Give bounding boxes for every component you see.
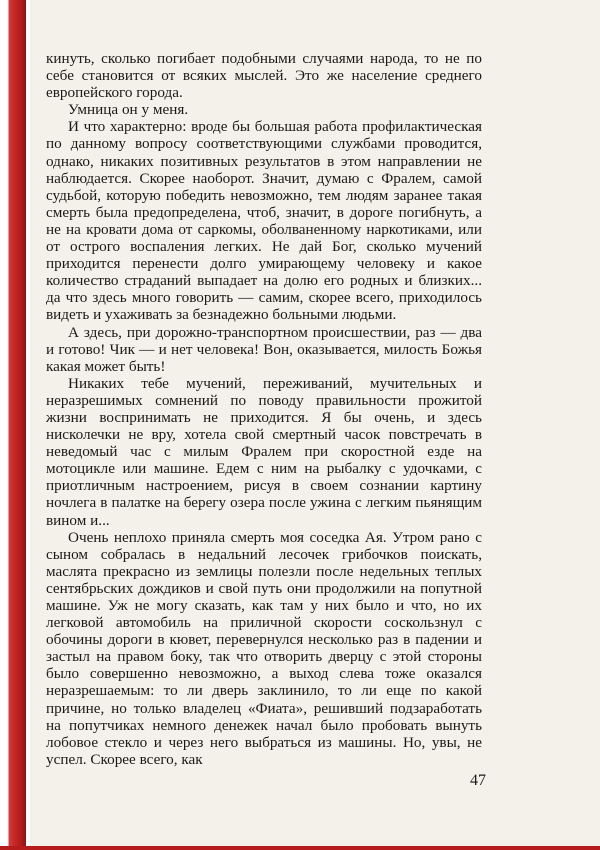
page-body-text bbox=[46, 50, 482, 768]
page-number: 47 bbox=[470, 772, 486, 789]
book-cover-edge bbox=[0, 0, 26, 850]
paragraph-3: И что характерно: вроде бы большая работа профилактическая по данному вопросу соответствующими службами проводится, однако, никаких позитивных результатов в этом направлении не наблюдается. Скорее наоборот. Значит, думаю с Фралем, самой судьбой, которую победить невозможно, тем людям заранее такая смерть была предопределена, чтоб, значит, в дороге погибнуть, а не на кровати дома от саркомы, оболваненному наркотиками, или от острого воспаления легких. Не дай Бог, сколько мучений приходится перенести долго умирающему человеку и какое количество страданий выпадает на долю его родных и близких... да что здесь много говорить — самим, скорее всего, приходилось видеть и ухаживать за безнадежно больными людьми. bbox=[46, 118, 482, 324]
paragraph-4: А здесь, при дорожно-транспортном происшествии, раз — два и готово! Чик — и нет человека! Вон, оказывается, милость Божья какая может быть! bbox=[46, 323, 482, 375]
paragraph-1: кинуть, сколько погибает подобными случаями народа, то не по себе становится от всяких мыслей. Это же население среднего европейского города. bbox=[46, 50, 482, 102]
paragraph-5: Никаких тебе мучений, переживаний, мучительных и неразрешимых сомнений по поводу правильности прожитой жизни воспринимать не приходится. Я бы очень, и здесь нисколечки не вру, хотела свой смертный часок повстречать в неведомый час с милым Фралем при скоростной езде на мотоцикле или машине. Едем с ним на рыбалку с удочками, с приотличным настроением, рисуя в своем сознании картину ночлега в палатке на берегу озера после ужина с легким пьянящим вином и... bbox=[46, 374, 482, 529]
paragraph-2: Умница он у меня. bbox=[68, 101, 189, 119]
book-bottom-edge bbox=[0, 846, 600, 850]
paragraph-6: Очень неплохо приняла смерть моя соседка Ая. Утром рано с сыном собралась в недальний лесочек грибочков поискать, маслята прекрасно из землицы полезли после недельных теплых сентябрьских дождиков и свой путь они продолжили на попутной машине. Уж не могу сказать, как там у них было и что, но их легковой автомобиль на приличной скорости соскользнул с обочины дороги в кювет, перевернулся несколько раз в падении и застыл на правом боку, так что отворить дверцу с этой стороны было совершенно невозможно, а выход слева тоже оказался неразрешаемым: то ли дверь заклинило, то ли еще по какой причине, но только владелец «Фиата», решивший подзаработать на попутчиках немного денежек начал было пробовать вынуть лобовое стекло и через него выбраться из машины. Но, увы, не успел. Скорее всего, как bbox=[46, 528, 482, 768]
